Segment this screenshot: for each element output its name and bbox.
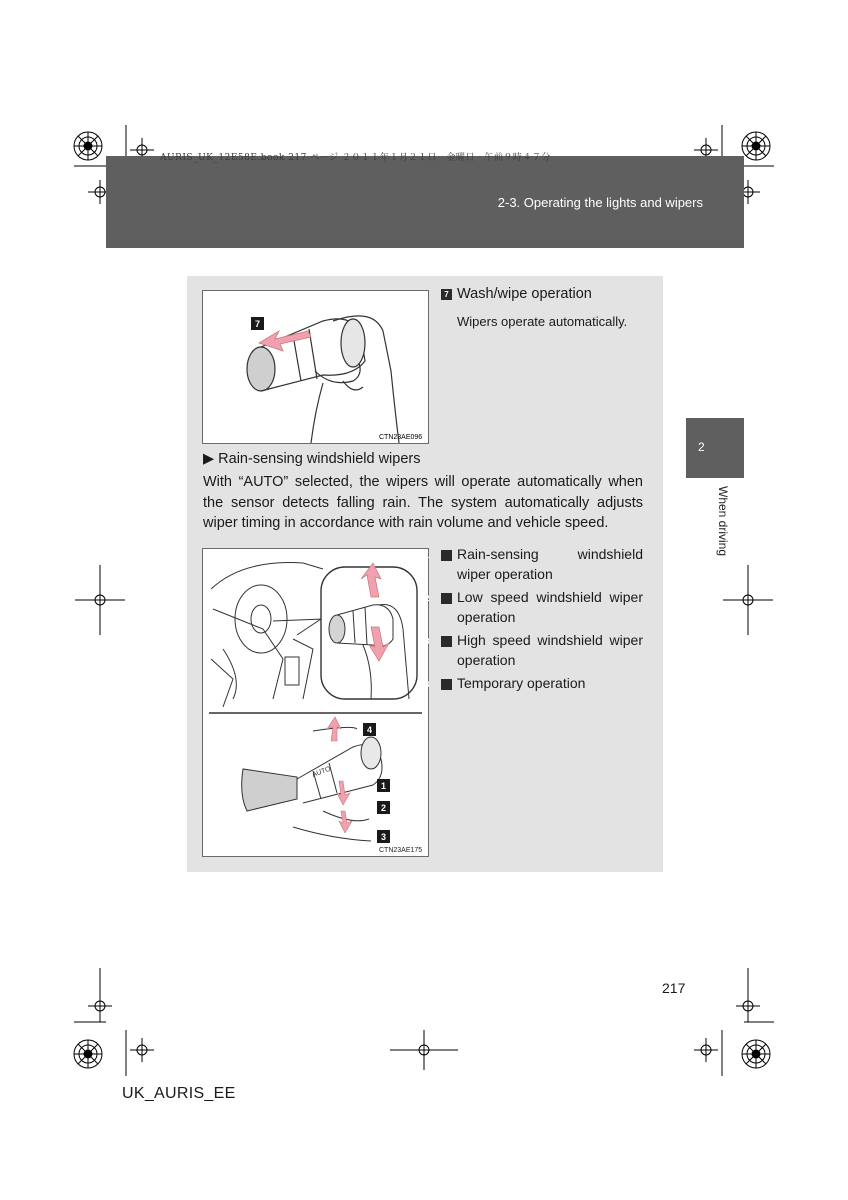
- wash-wipe-title-text: Wash/wipe operation: [457, 286, 592, 302]
- list-item-label: Temporary operation: [457, 675, 586, 691]
- list-badge: 2: [441, 593, 452, 604]
- rain-sensing-body: With “AUTO” selected, the wipers will operate automatically when the sensor detects falling rain. The system automatically adjusts wiper timing in accordance with rain volume and vehicle speed.: [203, 474, 643, 531]
- high-speed-arrow-icon: [339, 811, 352, 833]
- wash-wipe-description: Wipers operate automatically.: [457, 314, 628, 329]
- list-badge: 3: [441, 636, 452, 647]
- chapter-tab: [686, 418, 744, 478]
- callout-2-label: 2: [380, 803, 387, 813]
- list-item: [425, 587, 643, 627]
- callout-badge-7-label: 7: [254, 319, 261, 329]
- crop-starburst-bottom-right-icon: [742, 1040, 770, 1068]
- crop-starburst-top-right-icon: [742, 132, 770, 160]
- list-badge: 4: [441, 679, 452, 690]
- list-item-label: High speed windshield wiper operation: [457, 632, 643, 668]
- stalk-auto-label: AUTO: [311, 765, 332, 779]
- list-item: [425, 544, 643, 584]
- rain-sensing-figure: [202, 548, 429, 857]
- pull-direction-arrow-icon: [259, 331, 311, 351]
- callout-4-label: 4: [366, 725, 373, 735]
- callout-1-label: 1: [380, 781, 387, 791]
- print-info-text: AURIS_UK_12E58E.book 217 ページ ２０１１年１月２１日 金曜日 午前９時４７分: [160, 153, 551, 163]
- footer-code: UK_AURIS_EE: [122, 1085, 236, 1102]
- callout-3-label: 3: [380, 832, 387, 842]
- page-number: 217: [662, 980, 686, 996]
- rain-sensing-illustration: [203, 549, 428, 856]
- crop-starburst-top-left-icon: [74, 132, 102, 160]
- list-item: [425, 673, 643, 693]
- low-speed-arrow-icon: [337, 781, 350, 805]
- list-item: [425, 630, 643, 670]
- chapter-number: 2: [698, 440, 705, 454]
- wash-wipe-figure: [202, 290, 429, 444]
- list-item-label: Low speed windshield wiper operation: [457, 589, 643, 625]
- section-title: 2-3. Operating the lights and wipers: [497, 195, 703, 210]
- badge-7: 7: [441, 289, 452, 300]
- rain-sensing-heading: ▶ Rain-sensing windshield wipers: [203, 451, 421, 467]
- list-badge: 1: [441, 550, 452, 561]
- figure-code: CTN23AE175: [379, 847, 423, 854]
- list-item-label: Rain-sensing windshield wiper operation: [457, 546, 643, 582]
- crop-starburst-bottom-left-icon: [74, 1040, 102, 1068]
- wash-wipe-title: [441, 286, 592, 302]
- figure-code: CTN23AE096: [379, 434, 423, 441]
- chapter-label: When driving: [716, 486, 730, 557]
- wiper-stalk-pull-illustration: [203, 291, 428, 443]
